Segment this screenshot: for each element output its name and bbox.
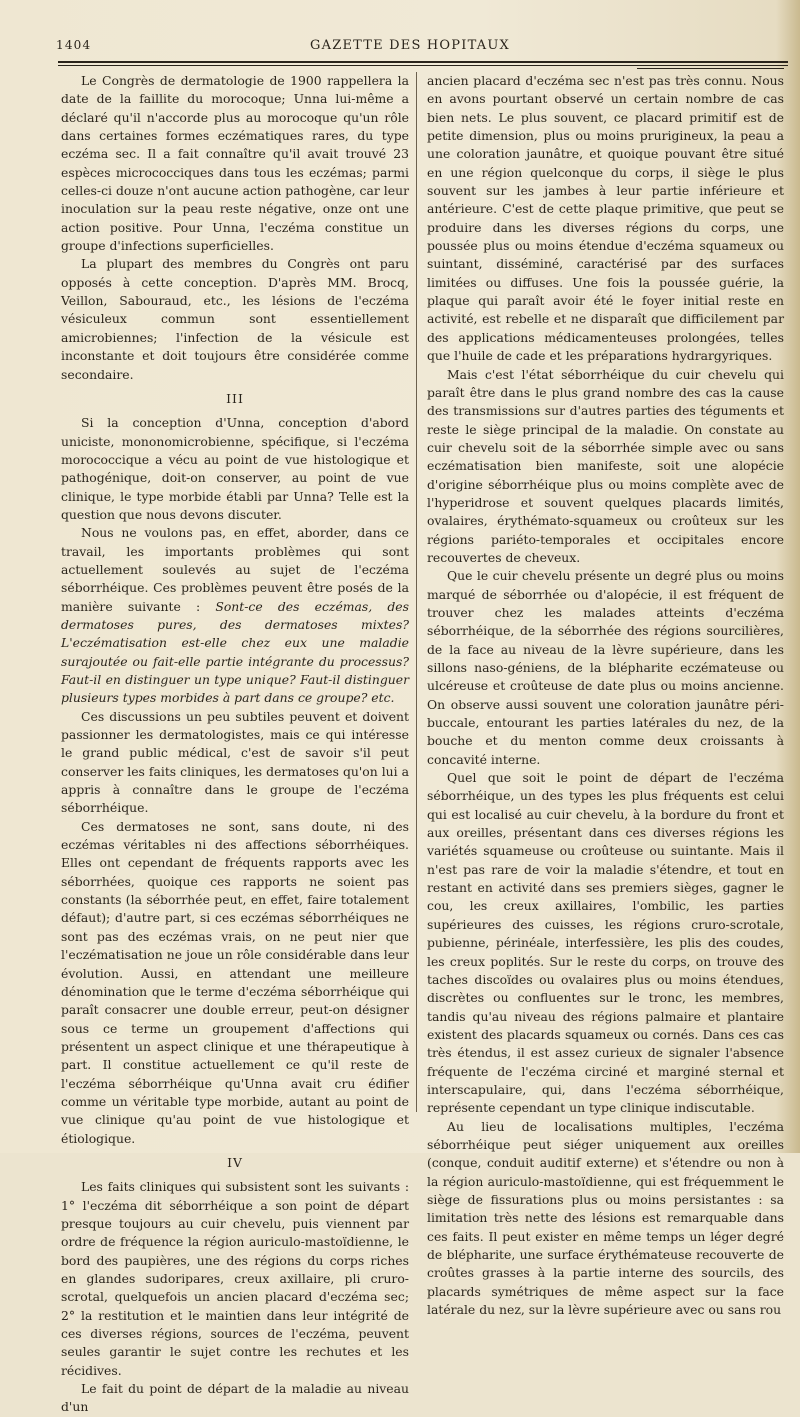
paragraph: Ces dermatoses ne sont, sans doute, ni des eczémas véritables ni des affections séborrhéiques. Elles ont cependant de fréquents rapports avec les séborrhées, quoique ces rapports ne soient pas constants (la séborrhée peut, en effet, faire totalement défaut); d'autre part, si ces eczémas séborrhéiques ne sont pas des eczémas vrais, on ne peut nier que l'eczématisation ne joue un rôle considérable dans leur évolution. Aussi, en attendant une meilleure dénomination que le terme d'eczéma séborrhéique qui paraît consacrer une double erreur, peut-on désigner sous ce terme un groupement d'affections qui présentent un aspect clinique et une thérapeutique à part. Il constitue actuellement ce qu'il reste de l'eczéma séborrhéique qu'Unna avait cru édifier comme un véritable type morbide, autant au point de vue clinique qu'au point de vue histologique et étiologique. xyxy=(61,818,409,1146)
paragraph: Le fait du point de départ de la maladie au niveau d'un xyxy=(61,1381,409,1415)
right-column xyxy=(427,72,784,1318)
left-column xyxy=(61,72,410,1415)
paragraph: Les faits cliniques qui subsistent sont les suivants : 1° l'eczéma dit séborrhéique a son point de départ presque toujours au cuir chevelu, puis viennent par ordre de fréquence la région auriculo-mastoïdienne, le bord des paupières, une des régions du corps riches en glandes sudoripares, creux axillaire, pli cruro-scrotal, quelquefois un ancien placard d'eczéma sec; 2° la restitution et le maintien dans leur intégrité de ces diverses régions, sources de l'eczéma, peuvent seules garantir le sujet contre les rechutes et les récidives. xyxy=(61,1179,409,1378)
paragraph: ancien placard d'eczéma sec n'est pas très connu. Nous en avons pourtant observé un certain nombre de cas bien nets. Le plus souvent, ce placard primitif est de petite dimension, plus ou moins prurigineux, la peau a une coloration jaunâtre, et quoique pouvant être situé en une région quelconque du corps, il siège le plus souvent sur les jambes à leur partie inférieure et antérieure. C'est de cette plaque primitive, que peut se produire dans les diverses régions du corps, une poussée plus ou moins étendue d'eczéma squameux ou suintant, disséminé, caractérisé par des surfaces limitées ou diffuses. Une fois la poussée guérie, la plaque qui paraît avoir été le foyer initial reste en activité, est rebelle et ne disparaît que difficilement par des applications médicamenteuses prolongées, telles que l'huile de cade et les préparations hydrargyriques. xyxy=(427,73,784,364)
paragraph: Que le cuir chevelu présente un degré plus ou moins marqué de séborrhée ou d'alopécie, il est fréquent de trouver chez les malades atteints d'eczéma séborrhéique, de la séborrhée des régions sourcilières, de la face au niveau de la lèvre supérieure, dans les sillons naso-géniens, de la blépharite eczémateuse ou ulcéreuse et croûteuse de date plus ou moins ancienne. On observe aussi souvent une coloration jaunâtre péri-buccale, entourant les parties latérales du nez, de la bouche et du menton comme deux croissants à concavité interne. xyxy=(427,568,784,767)
italic-questions: Sont-ce des eczémas, des dermatoses pures, des dermatoses mixtes? L'eczématisation est-elle chez eux une maladie surajoutée ou fait-elle partie intégrante du processus? Faut-il en distinguer un type unique? Faut-il distinguer plusieurs types morbides à part dans ce groupe? etc. xyxy=(61,598,410,706)
page-number: 1404 xyxy=(56,38,92,52)
paragraph-text: Nous ne voulons pas, en effet, aborder, dans ce travail, les importants problèmes qui sont actuellement soulevés au sujet de l'eczéma séborrhéique. Ces problèmes peuvent être posés de la manière suivante : xyxy=(61,525,409,614)
paragraph: Si la conception d'Unna, conception d'abord uniciste, mononomicrobienne, spécifique, si l'eczéma morococcique a vécu au point de vue histologique et pathogénique, doit-on conserver, au point de vue clinique, le type morbide établi par Unna? Telle est la question que nous devons discuter. xyxy=(61,415,409,522)
paragraph: Mais c'est l'état séborrhéique du cuir chevelu qui paraît être dans le plus grand nombre des cas la cause des transmissions sur d'autres parties des téguments et reste le siège principal de la maladie. On constate au cuir chevelu soit de la séborrhée simple avec ou sans eczématisation bien manifeste, soit une alopécie d'origine séborrhéique plus ou moins complète avec de l'hyperidrose et souvent quelques placards limités, ovalaires, érythémato-squameux ou croûteux sur les régions pariéto-temporales et occipitales encore recouvertes de cheveux. xyxy=(427,366,784,565)
paragraph: Quel que soit le point de départ de l'eczéma séborrhéique, un des types les plus fréquents est celui qui est localisé au cuir chevelu, à la bordure du front et aux oreilles, présentant dans ces diverses régions les variétés squameuse ou croûteuse ou suintante. Mais il n'est pas rare de voir la maladie s'étendre, et tout en restant en activité dans ses premiers sièges, gagner le cou, les creux axillaires, l'ombilic, les parties supérieures des cuisses, les régions cruro-scrotale, pubienne, périnéale, interfessière, les plis des coudes, les creux poplités. Sur le reste du corps, on trouve des taches discoïdes ou ovalaires plus ou moins étendues, discrètes ou confluentes sur le tronc, les membres, tandis qu'au niveau des régions palmaire et plantaire existent des placards squameux ou cornés. Dans ces cas très étendus, il est assez curieux de signaler l'absence fréquente de l'eczéma circiné et marginé sternal et interscapulaire, qui, dans l'eczéma séborrhéique, représente cependant un type clinique indiscutable. xyxy=(427,770,784,1116)
paragraph: Ces discussions un peu subtiles peuvent et doivent passionner les dermatologistes, mais ce qui intéresse le grand public médical, c'est de savoir s'il peut conserver les faits cliniques, les dermatoses qu'on lui a appris à connaître dans le groupe de l'eczéma séborrhéique. xyxy=(61,708,409,816)
paragraph: La plupart des membres du Congrès ont paru opposés à cette conception. D'après MM. Brocq, Veillon, Sabouraud, etc., les lésions de l'eczéma vésiculeux commun sont essentiellement amicrobiennes; l'infection de la vésicule est inconstante et doit toujours être considérée comme secondaire. xyxy=(61,256,409,382)
section-heading-iii: III xyxy=(226,390,244,406)
header-rule-thick xyxy=(58,61,788,63)
paragraph: Le Congrès de dermatologie de 1900 rappellera la date de la faillite du morocoque; Unna lui-même a déclaré qu'il n'accorde plus au morocoque qu'un rôle dans certaines formes eczématiques rares, du type eczéma sec. Il a fait connaître qu'il avait trouvé 23 espèces micrococciques dans tous les eczémas; parmi celles-ci douze n'ont aucune action pathogène, car leur inoculation sur la peau reste négative, onze ont une action positive. Pour Unna, l'eczéma constitue un groupe d'infections superficielles. xyxy=(61,73,409,254)
paragraph xyxy=(61,524,409,707)
journal-title: GAZETTE DES HOPITAUX xyxy=(310,38,510,53)
right-column-top-rule xyxy=(637,68,784,69)
section-heading-iv: IV xyxy=(227,1154,243,1170)
column-divider xyxy=(416,72,417,1112)
header-rule-thin xyxy=(58,65,788,66)
page-header xyxy=(56,38,764,60)
paragraph: Au lieu de localisations multiples, l'eczéma séborrhéique peut siéger uniquement aux oreilles (conque, conduit auditif externe) et s'étendre ou non à la région auriculo-mastoïdienne, qui est fréquemment le siège de fissurations plus ou moins persistantes : sa limitation très nette des lésions est remarquable dans ces faits. Il peut exister en même temps un léger degré de blépharite, une surface érythémateuse recouverte de croûtes grasses à la partie interne des sourcils, des placards symétriques de même aspect sur la face latérale du nez, sur la lèvre supérieure avec ou sans rou xyxy=(427,1118,784,1318)
